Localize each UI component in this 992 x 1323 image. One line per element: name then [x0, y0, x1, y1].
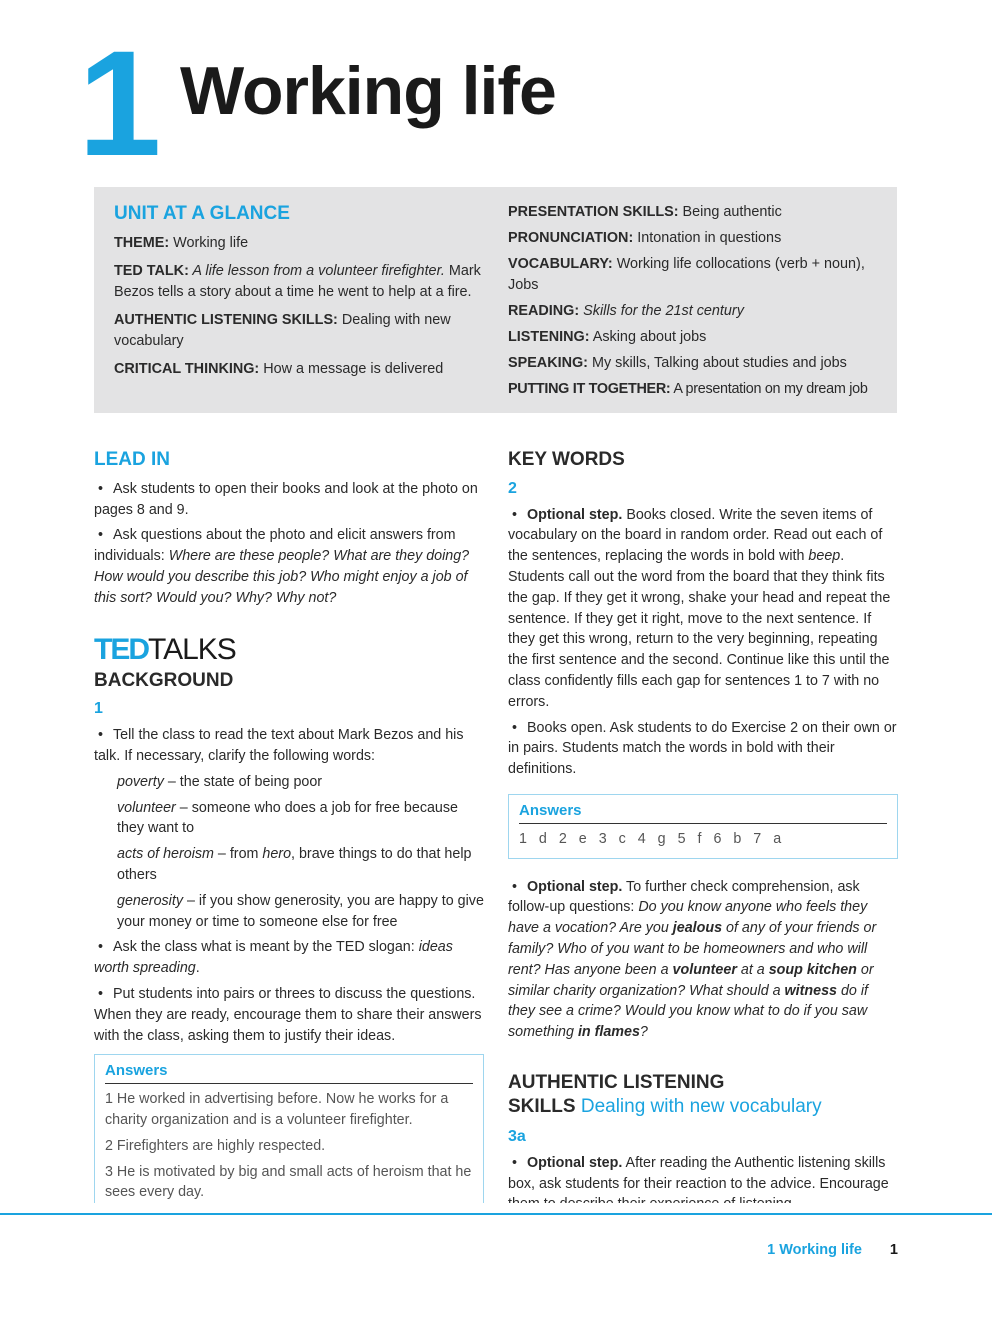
- answer-key: 1 d 2 e 3 c 4 g 5 f 6 b 7 a: [519, 830, 786, 847]
- unit-number: 1: [78, 19, 156, 187]
- authentic-listening-step-1: • Optional step. After reading the Authentic listening skills box, ask students for their reaction to the advice. Encourage: [508, 1153, 898, 1215]
- page-footer: [767, 1242, 898, 1258]
- left-column: [94, 450, 484, 1212]
- answer-item: 2 Firefighters are highly respected.: [105, 1137, 326, 1154]
- background-step-1: • Tell the class to read the text about Mark Bezos and his talk. If necessary, clarify the following words:: [94, 725, 484, 767]
- glance-heading: UNIT AT A GLANCE: [114, 203, 290, 224]
- glance-item-listening: LISTENING: Asking about jobs: [508, 329, 707, 345]
- footer-unit-label: 1 Working life: [767, 1242, 862, 1258]
- exercise-number-1: 1: [94, 700, 103, 718]
- page-number: 1: [889, 1242, 898, 1258]
- glance-item-reading: READING: Skills for the 21st century: [508, 303, 744, 319]
- right-column: [508, 450, 898, 1220]
- lead-in-heading: LEAD IN: [94, 449, 170, 470]
- key-words-answers-box: [508, 794, 898, 859]
- background-heading: BACKGROUND: [94, 669, 234, 691]
- glance-item-ted-talk: TED TALK: A life lesson from a volunteer firefighter. Mark Bezos tells a story about a time he went to help at a fire.: [114, 263, 481, 300]
- answers-heading: Answers: [519, 801, 887, 824]
- glance-item-presentation: PRESENTATION SKILLS: Being authentic: [508, 204, 782, 220]
- definition-volunteer: volunteer – someone who does a job for free because they want to: [117, 799, 458, 837]
- glance-left-column: [114, 187, 486, 387]
- definition-poverty: poverty – the state of being poor: [117, 773, 323, 790]
- glance-item-pronunciation: PRONUNCIATION: Intonation in questions: [508, 230, 782, 246]
- footer-rule: [0, 1213, 992, 1215]
- footer-mask: [0, 1203, 992, 1213]
- background-step-2: • Ask the class what is meant by the TED slogan: ideas worth spreading.: [94, 937, 484, 979]
- lead-in-step-2: • Ask questions about the photo and elicit answers from individuals: Where are these people? What are they doing? How would you describe this job? Who might enjoy a job of this sort? Would you? Why? Why not?: [94, 525, 484, 608]
- key-words-step-3: • Optional step. To further check comprehension, ask follow-up questions: Do you know anyone who feels they have a vocation? Are you jealous of any of your friends or family? Who of you want to be homeowners and who will rent? Has anyone been a volunteer at a soup kitchen or similar charity organization? What should a witness do if they see a crime? Would you know what to do if you saw something in flames?: [508, 877, 898, 1043]
- background-answers-box: [94, 1054, 484, 1212]
- answers-heading: Answers: [105, 1061, 473, 1084]
- lead-in-step-1: • Ask students to open their books and look at the photo on pages 8 and 9.: [94, 479, 484, 521]
- glance-item-authentic-listening: AUTHENTIC LISTENING SKILLS: Dealing with new vocabulary: [114, 312, 451, 349]
- definition-generosity: generosity – if you show generosity, you are happy to give your money or time to someone else for free: [117, 892, 484, 930]
- definition-acts-of-heroism: acts of heroism – from hero, brave things to do that help others: [117, 846, 472, 883]
- ted-talks-logo: TEDTALKS: [94, 632, 236, 666]
- key-words-heading: KEY WORDS: [508, 449, 625, 470]
- answer-item: 1 He worked in advertising before. Now he works for a charity organization and is a volunteer firefighter.: [105, 1091, 449, 1128]
- exercise-number-2: 2: [508, 479, 517, 497]
- authentic-listening-heading: AUTHENTIC LISTENING SKILLS Dealing with new vocabulary: [508, 1071, 822, 1117]
- answer-item: 3 He is motivated by big and small acts of heroism that he sees every day.: [105, 1163, 472, 1201]
- key-words-step-2: • Books open. Ask students to do Exercise 2 on their own or in pairs. Students match the words in bold with their definitions.: [508, 718, 898, 780]
- glance-right-column: [508, 187, 888, 405]
- background-step-3: • Put students into pairs or threes to discuss the questions. When they are ready, encourage them to share their answers with the class, asking them to justify their ideas.: [94, 984, 484, 1046]
- glance-item-theme: THEME: Working life: [114, 235, 249, 251]
- key-words-step-1: • Optional step. Books closed. Write the seven items of vocabulary on the board in random order. Read out each of the sentences, replacing the words in bold with beep. Students call out the word from the board that they think fits the gap. If they get it wrong, shake your head and repeat the sentence. If they get it right, move to the next sentence. If they get this wrong, return to the very beginning, repeating the first sentence and the second. Continue like this until the class confidently fills each gap for sentences 1 to 7 with no errors.: [508, 505, 898, 713]
- exercise-number-3a: 3a: [508, 1127, 526, 1145]
- glance-item-vocabulary: VOCABULARY: Working life collocations (verb + noun), Jobs: [508, 256, 865, 293]
- page-title: Working life: [180, 53, 556, 129]
- glance-item-speaking: SPEAKING: My skills, Talking about studies and jobs: [508, 355, 847, 371]
- glance-item-critical-thinking: CRITICAL THINKING: How a message is delivered: [114, 361, 444, 377]
- glance-item-putting-together: PUTTING IT TOGETHER: A presentation on my dream job: [508, 381, 868, 397]
- unit-at-a-glance-box: [94, 187, 897, 413]
